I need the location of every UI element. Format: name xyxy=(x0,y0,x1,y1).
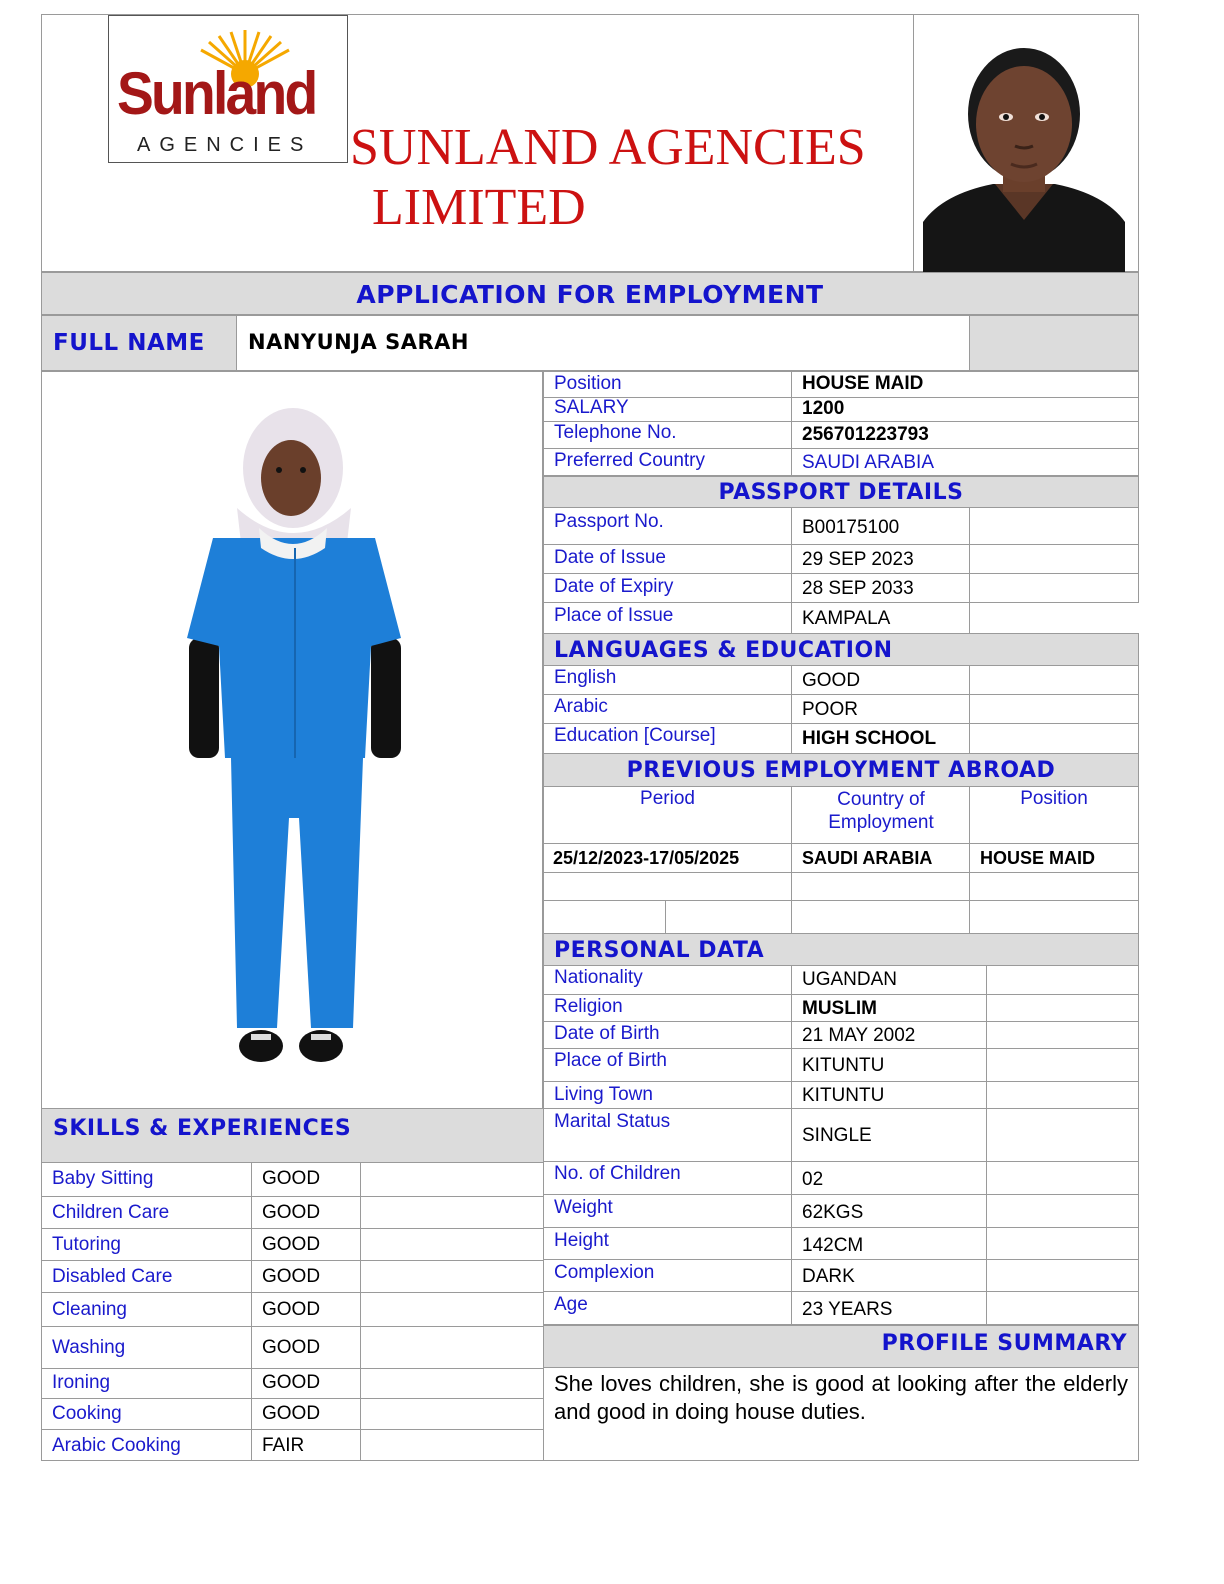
skill-label: Baby Sitting xyxy=(52,1168,154,1189)
skill-value: GOOD xyxy=(262,1372,321,1393)
height-label: Height xyxy=(554,1230,609,1251)
complexion-value: DARK xyxy=(802,1266,855,1287)
personal-title: PERSONAL DATA xyxy=(554,938,765,963)
religion-label: Religion xyxy=(554,996,623,1017)
portrait-photo xyxy=(923,22,1125,272)
education-value: HIGH SCHOOL xyxy=(802,728,937,749)
skill-label: Disabled Care xyxy=(52,1266,173,1287)
logo-wordmark: Sunland xyxy=(117,60,316,127)
date-of-birth-label: Date of Birth xyxy=(554,1023,660,1044)
date-of-expiry-value: 28 SEP 2033 xyxy=(802,578,914,599)
date-of-expiry-label: Date of Expiry xyxy=(554,576,674,597)
profile-text: She loves children, she is good at looking after the elderly and good in doing house duties. xyxy=(554,1371,1128,1424)
languages-table xyxy=(543,665,1139,754)
age-label: Age xyxy=(554,1294,588,1315)
weight-value: 62KGS xyxy=(802,1202,864,1223)
personal-table xyxy=(543,965,1139,1328)
telephone-value: 256701223793 xyxy=(802,424,929,445)
telephone-label: Telephone No. xyxy=(554,422,677,443)
english-value: GOOD xyxy=(802,670,861,691)
country-value: SAUDI ARABIA xyxy=(802,848,933,868)
full-name-blank-cell xyxy=(969,315,1139,371)
skill-label: Arabic Cooking xyxy=(52,1435,181,1456)
skill-value: GOOD xyxy=(262,1337,321,1358)
passport-table xyxy=(543,507,1139,634)
company-name-line2: LIMITED xyxy=(372,179,586,236)
skill-value: GOOD xyxy=(262,1234,321,1255)
skill-value: GOOD xyxy=(262,1299,321,1320)
nationality-label: Nationality xyxy=(554,967,643,988)
position-value: HOUSE MAID xyxy=(802,373,924,394)
nationality-value: UGANDAN xyxy=(802,969,898,990)
full-name-label: FULL NAME xyxy=(53,330,205,356)
date-of-issue-label: Date of Issue xyxy=(554,547,666,568)
skill-value: FAIR xyxy=(262,1435,305,1456)
languages-title: LANGUAGES & EDUCATION xyxy=(554,638,893,663)
period-value: 25/12/2023-17/05/2025 xyxy=(553,848,740,868)
period-header: Period xyxy=(640,788,695,809)
date-of-birth-value: 21 MAY 2002 xyxy=(802,1025,916,1046)
employment-position-value: HOUSE MAID xyxy=(980,848,1096,868)
skill-value: GOOD xyxy=(262,1168,321,1189)
skill-label: Ironing xyxy=(52,1372,111,1393)
form-title: APPLICATION FOR EMPLOYMENT xyxy=(356,280,824,309)
profile-title: PROFILE SUMMARY xyxy=(881,1331,1127,1356)
skills-title: SKILLS & EXPERIENCES xyxy=(53,1116,352,1141)
preferred-country-label: Preferred Country xyxy=(554,450,706,471)
living-town-value: KITUNTU xyxy=(802,1085,885,1106)
passport-no-label: Passport No. xyxy=(554,511,664,532)
date-of-issue-value: 29 SEP 2023 xyxy=(802,549,914,570)
skill-label: Cleaning xyxy=(52,1299,127,1320)
complexion-label: Complexion xyxy=(554,1262,655,1283)
skill-value: GOOD xyxy=(262,1202,321,1223)
place-of-issue-label: Place of Issue xyxy=(554,605,674,626)
logo-subtitle: AGENCIES xyxy=(137,134,313,156)
place-of-issue-value: KAMPALA xyxy=(802,608,891,629)
marital-status-value: SINGLE xyxy=(802,1125,872,1146)
skills-table xyxy=(41,1162,544,1461)
salary-label: SALARY xyxy=(554,397,629,418)
religion-value: MUSLIM xyxy=(802,998,877,1019)
marital-status-label: Marital Status xyxy=(554,1111,671,1132)
age-value: 23 YEARS xyxy=(802,1299,893,1320)
education-label: Education [Course] xyxy=(554,725,716,746)
position-header: Position xyxy=(1020,788,1088,809)
company-name-line1: SUNLAND AGENCIES xyxy=(350,119,866,176)
skill-value: GOOD xyxy=(262,1266,321,1287)
salary-value: 1200 xyxy=(802,398,845,419)
full-body-photo xyxy=(175,398,415,1070)
english-label: English xyxy=(554,667,617,688)
weight-label: Weight xyxy=(554,1197,613,1218)
previous-title: PREVIOUS EMPLOYMENT ABROAD xyxy=(626,758,1056,783)
skill-label: Washing xyxy=(52,1337,126,1358)
full-name-value: NANYUNJA SARAH xyxy=(248,330,469,354)
passport-no-value: B00175100 xyxy=(802,517,900,538)
children-value: 02 xyxy=(802,1169,824,1190)
skill-label: Cooking xyxy=(52,1403,122,1424)
country-header: Country of Employment xyxy=(828,789,934,833)
children-label: No. of Children xyxy=(554,1163,681,1184)
height-value: 142CM xyxy=(802,1235,864,1256)
living-town-label: Living Town xyxy=(554,1084,653,1105)
job-info-table xyxy=(543,371,1139,476)
arabic-value: POOR xyxy=(802,699,858,720)
skill-label: Children Care xyxy=(52,1202,170,1223)
place-of-birth-label: Place of Birth xyxy=(554,1050,667,1071)
company-logo xyxy=(108,15,348,163)
place-of-birth-value: KITUNTU xyxy=(802,1055,885,1076)
previous-table xyxy=(543,786,1139,934)
position-label: Position xyxy=(554,373,622,394)
skill-label: Tutoring xyxy=(52,1234,121,1255)
preferred-country-value: SAUDI ARABIA xyxy=(802,452,934,473)
arabic-label: Arabic xyxy=(554,696,608,717)
passport-title: PASSPORT DETAILS xyxy=(718,480,964,505)
skill-value: GOOD xyxy=(262,1403,321,1424)
